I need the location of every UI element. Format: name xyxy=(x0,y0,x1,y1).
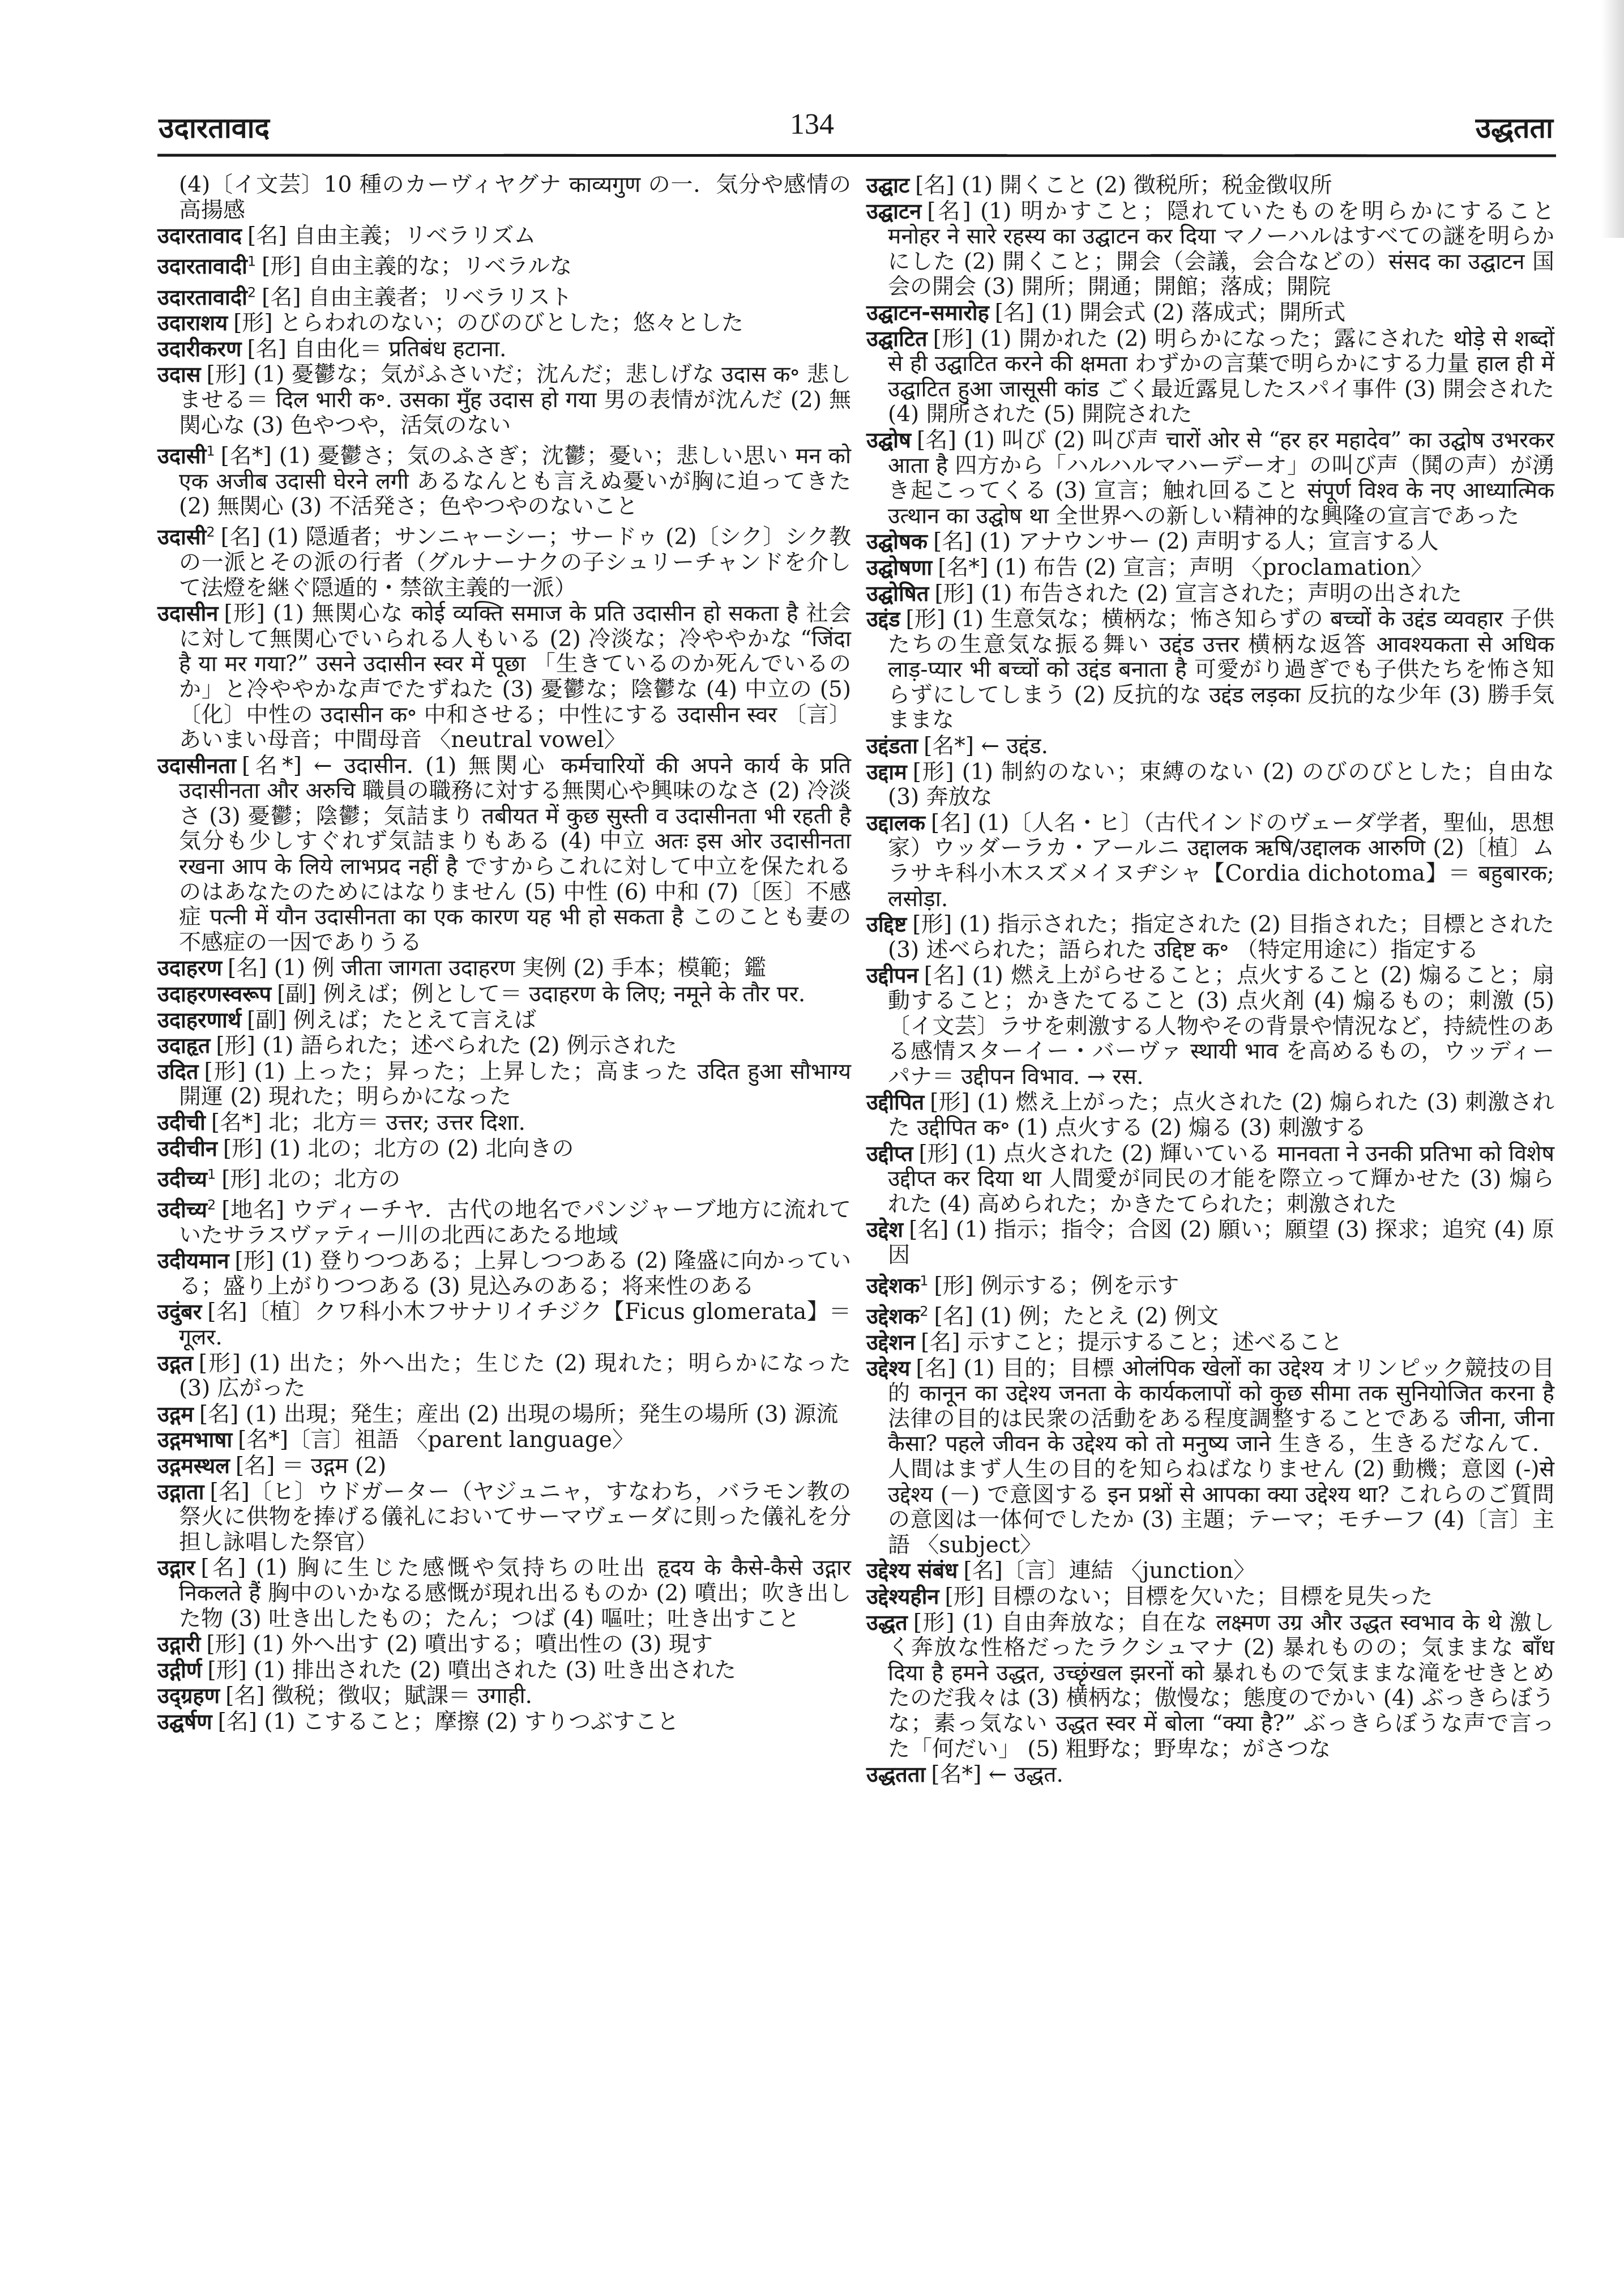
headword-text: उद्घर्षण xyxy=(157,1709,212,1734)
dictionary-entry xyxy=(866,607,1554,733)
header-rule xyxy=(157,154,1556,157)
dictionary-entry xyxy=(866,555,1554,581)
entry-definition: [名]〔植〕クワ科小木フサナリイチジク【Ficus glomerata】＝ गूलर. xyxy=(179,1299,851,1351)
right-column xyxy=(866,173,1554,1788)
headword-text: उद्घोष xyxy=(866,427,911,453)
entry-headword xyxy=(866,555,932,580)
headword-text: उद्घाटन-समारोह xyxy=(866,300,989,325)
dictionary-entry xyxy=(157,1453,851,1479)
page-number: 134 xyxy=(790,108,834,140)
headword-text: उद्दंड xyxy=(866,607,900,632)
dictionary-entry xyxy=(866,912,1554,963)
entry-headword xyxy=(157,1658,202,1683)
dictionary-entry xyxy=(866,1269,1554,1299)
dictionary-entry xyxy=(179,173,851,223)
entry-headword xyxy=(866,963,918,988)
headword-text: उदास xyxy=(157,362,201,387)
dictionary-entry xyxy=(157,1555,851,1632)
entry-definition: [名*] (1) 布告 (2) 宣言；声明 〈proclamation〉 xyxy=(938,554,1433,581)
entry-headword xyxy=(157,1136,217,1161)
dictionary-entry xyxy=(866,733,1554,759)
headword-text: उद्देशन xyxy=(866,1330,916,1355)
entry-definition: [形] (1) 出た；外へ出た；生じた (2) 現れた；明らかになった (3) 広がった xyxy=(179,1350,851,1402)
headword-text: उदारतावादी xyxy=(157,254,247,279)
headword-text: उद्देश xyxy=(866,1217,904,1243)
dictionary-entry xyxy=(866,759,1554,810)
entry-definition: [名] (1) 隠遁者；サンニャーシー；サードゥ (2)〔シク〕シク教の一派とその派の行者（グルナーナクの子シュリーチャンドを介して法燈を継ぐ隠遁的・禁欲主義的一派） xyxy=(179,524,851,601)
headword-text: उद्घाटन xyxy=(866,198,922,224)
entry-headword xyxy=(157,1167,216,1192)
entry-headword xyxy=(157,336,241,361)
entry-headword xyxy=(866,607,900,631)
entry-definition: [名] (1) 胸に生じた感慨や気持ちの吐出 हृदय के कैसे-कैसे उद्गार निकलते हैं 胸中のいかなる感慨が現れ出るものか (2) 噴出；吹き出した物 (3) 吐き出したもの；たん；つば (4) 嘔吐；吐き出すこと xyxy=(179,1555,851,1632)
dictionary-entry xyxy=(157,1110,851,1136)
entry-headword xyxy=(157,1479,204,1504)
dictionary-entry xyxy=(866,1090,1554,1141)
dictionary-entry xyxy=(157,280,851,310)
headword-text: उदारीकरण xyxy=(157,336,242,361)
dictionary-entry xyxy=(866,173,1554,199)
dictionary-entry xyxy=(866,300,1554,326)
entry-definition: [名*] (1) 憂鬱さ；気のふさぎ；沈鬱；憂い；悲しい思い मन को एक अजीब उदासी घेरने लगी あるなんとも言えぬ憂いが胸に迫ってきた (2) 無関心 (3) 不活発さ；色やつやのないこと xyxy=(179,443,851,520)
headword-text: उदासीन xyxy=(157,601,219,626)
entry-headword xyxy=(866,912,907,937)
headword-text: उदीयमान xyxy=(157,1248,229,1274)
entry-definition: [形] 自由主義的な；リベラルな xyxy=(262,254,572,280)
entry-definition: [名*] ← उदासीन. (1) 無関心 कर्मचारियों की अपने कार्य के प्रति उदासीनता और अरुचि 職員の職務に対する無関心や興味のなさ (2) 冷淡さ (3) 憂鬱；陰鬱；気詰まり तबीयत में कुछ सुस्ती व उदासीनता भी रहती है 気分も少しすぐれず気詰まりもある (4) 中立 अतः इस ओर उदासीनता रखना आप के लिये लाभप्रद नहीं है ですからこれに対して中立を保たれるのはあなたのためにはなりません (5) 中性 (6) 中和 (7)〔医〕不感症 पत्नी में यौन उदासीनता का एक कारण यह भी हो सकता है このことも妻の不感症の一因でありうる xyxy=(179,753,851,955)
entry-headword xyxy=(157,443,215,468)
entry-definition: (4)〔イ文芸〕10 種のカーヴィヤグナ काव्यगुण の一．気分や感情の高揚感 xyxy=(179,172,851,223)
headword-text: उद्घोषित xyxy=(866,581,929,606)
entry-headword xyxy=(157,1248,229,1273)
entry-headword xyxy=(157,1709,212,1734)
entry-definition: [名] (1) 叫び (2) 叫び声 चारों ओर से “हर हर महादेव” का उद्घोष उभरकर आता है 四方から「ハルハルマハーデーオ」の叫び声（鬨の声）が湧き起こってくる (3) 宣言；触れ回ること संपूर्ण विश्व के नए आध्यात्मिक उत्थान का उद्घोष था 全世界への新しい精神的な興隆の宣言であった xyxy=(888,427,1554,529)
entry-headword xyxy=(157,1299,202,1324)
left-column xyxy=(157,173,851,1735)
homograph-number: 1 xyxy=(206,443,215,459)
entry-headword xyxy=(157,1427,232,1452)
entry-headword xyxy=(866,300,989,325)
dictionary-entry xyxy=(157,310,851,336)
entry-definition: [名*] 北；北方＝ उत्तर; उत्तर दिशा. xyxy=(211,1110,525,1136)
dictionary-entry xyxy=(157,753,851,956)
headword-text: उद्दालक xyxy=(866,810,926,835)
headword-text: उदीची xyxy=(157,1110,206,1135)
entry-headword xyxy=(157,1632,200,1657)
entry-definition: [形] (1) 開かれた (2) 明らかになった；露にされた थोड़े से शब्दों से ही उद्घाटित करने की क्षमता わずかの言葉で明らかにする力量 हाल ही में उद्घाटित हुआ जासूसी कांड ごく最近露見したスパイ事件 (3) 開会された (4) 開所された (5) 開院された xyxy=(888,326,1554,428)
dictionary-entry xyxy=(866,1762,1554,1788)
entry-definition: [名] (1) 出現；発生；産出 (2) 出現の場所；発生の場所 (3) 源流 xyxy=(199,1401,839,1427)
headword-text: उद्घोषक xyxy=(866,529,928,554)
entry-headword xyxy=(157,1110,206,1135)
entry-definition: [名] 示すこと；提示すること；述べること xyxy=(921,1330,1343,1356)
dictionary-entry xyxy=(866,963,1554,1090)
entry-headword xyxy=(866,1217,903,1242)
dictionary-entry xyxy=(157,1033,851,1059)
headword-text: उद्दीपन xyxy=(866,963,918,988)
dictionary-entry xyxy=(157,1248,851,1299)
homograph-number: 2 xyxy=(247,284,257,301)
dictionary-entry xyxy=(866,1141,1554,1218)
entry-headword xyxy=(866,1356,910,1381)
entry-headword xyxy=(866,733,918,758)
headword-text: उद्दिष्ट xyxy=(866,912,907,937)
entry-definition: [名] (1) 開会式 (2) 落成式；開所式 xyxy=(994,300,1346,326)
entry-definition: [形] 例示する；例を示す xyxy=(934,1273,1179,1299)
headword-text: उद्देश्य संबंध xyxy=(866,1558,958,1584)
headword-text: उदीच्य xyxy=(157,1197,207,1223)
dictionary-entry xyxy=(157,1427,851,1453)
entry-definition: [地名] ウディーチヤ．古代の地名でパンジャーブ地方に流れていたサラスヴァティー川の北西にあたる地域 xyxy=(179,1197,851,1248)
headword-text: उद्देश्यहीन xyxy=(866,1584,939,1609)
entry-definition: [名*] ← उद्धत. xyxy=(931,1762,1063,1788)
entry-headword xyxy=(866,529,928,554)
dictionary-entry xyxy=(157,1162,851,1192)
entry-headword xyxy=(866,1090,924,1115)
dictionary-entry xyxy=(866,1330,1554,1356)
entry-definition: [形] (1) 生意気な；横柄な；怖さ知らずの बच्चों के उद्दंड व्यवहार 子供たちの生意気な振る舞い उद्दंड उत्तर 横柄な返答 आवश्यकता से अधिक लाड़-प्यार भी बच्चों को उद्दंड बनाता है 可愛がり過ぎでも子供たちを怖さ知らずにしてしまう (2) 反抗的な उद्दंड लड़का 反抗的な少年 (3) 勝手気ままな xyxy=(888,607,1554,733)
entry-headword xyxy=(157,601,218,626)
dictionary-entry xyxy=(157,1658,851,1684)
entry-definition: [形] (1) 自由奔放な；自在な लक्ष्मण उग्र और उद्धत स्वभाव के थे 激しく奔放な性格だったラクシュマナ (2) 暴れものの；気ままな बाँध दिया है हमने उद्धत, उच्छृंखल झरनों को 暴れもので気ままな滝をせきとめたのだ我々は (3) 横柄な；傲慢な；態度のでかい (4) ぶっきらぼうな；素っ気ない उद्धत स्वर में बोला “क्या है?” ぶっきらぼうな声で言った「何だい」 (5) 粗野な；野卑な；がさつな xyxy=(888,1610,1554,1762)
dictionary-entry xyxy=(866,1584,1554,1610)
entry-headword xyxy=(157,362,201,387)
dictionary-entry xyxy=(866,1217,1554,1268)
dictionary-entry xyxy=(157,1402,851,1428)
entry-headword xyxy=(157,254,256,279)
headword-text: उदाहरणस्वरूप xyxy=(157,981,272,1007)
entry-headword xyxy=(157,955,222,980)
headword-text: उद्दंडता xyxy=(866,733,918,759)
entry-definition: [名] 自由化＝ प्रतिबंध हटाना. xyxy=(247,336,507,362)
homograph-number: 1 xyxy=(207,1166,216,1183)
entry-headword xyxy=(157,223,242,248)
dictionary-entry xyxy=(866,326,1554,428)
headword-text: उद्देश्य xyxy=(866,1355,911,1381)
entry-definition: [名] (1) 指示；指令；合図 (2) 願い；願望 (3) 探求；追究 (4) 原因 xyxy=(888,1217,1554,1268)
dictionary-entry xyxy=(157,336,851,362)
entry-headword xyxy=(157,1033,210,1058)
dictionary-entry xyxy=(157,1008,851,1034)
entry-definition: [形] (1) 上った；昇った；上昇した；高まった उदित हुआ सौभाग्य 開運 (2) 現れた；明らかになった xyxy=(179,1058,851,1110)
dictionary-entry xyxy=(157,1059,851,1110)
entry-definition: [形] (1) 指示された；指定された (2) 目指された；目標とされた (3) 述べられた；語られた उद्दिष्ट क॰ （特定用途に）指定する xyxy=(888,912,1554,963)
dictionary-entry xyxy=(157,362,851,438)
entry-headword xyxy=(866,1273,929,1298)
entry-definition: [名]〔ヒ〕ウドガーター（ヤジュニャ，すなわち，バラモン教の祭火に供物を捧げる儀礼においてサーマヴェーダに則った儀礼を分担し詠唱した祭官） xyxy=(179,1479,851,1555)
headword-text: उदित xyxy=(157,1058,199,1084)
dictionary-entry xyxy=(866,529,1554,555)
homograph-number: 2 xyxy=(920,1303,929,1320)
headword-text: उदासी xyxy=(157,524,207,550)
entry-definition: [名] (1) アナウンサー (2) 声明する人；宣言する人 xyxy=(933,529,1439,555)
dictionary-entry xyxy=(157,601,851,753)
dictionary-entry xyxy=(866,1610,1554,1762)
headword-text: उद्गार xyxy=(157,1555,195,1581)
entry-definition: [名] (1) 燃え上がらせること；点火すること (2) 煽ること；扇動すること；かきたてること (3) 点火剤 (4) 煽るもの；刺激 (5)〔イ文芸〕ラサを刺激する人物やその背景や情況など，持続性のある感情スターイー・バーヴァ स्थायी भाव を高めるもの，ウッディーパナ＝ उद्दीपन विभाव. → रस. xyxy=(888,963,1554,1090)
entry-headword xyxy=(866,1141,913,1166)
dictionary-entry xyxy=(157,1632,851,1658)
dictionary-entry xyxy=(157,1709,851,1735)
entry-definition: [副] 例えば；例として＝ उदाहरण के लिए; नमूने के तौर पर. xyxy=(277,981,806,1008)
dictionary-entry xyxy=(157,520,851,601)
headword-text: उद्गारी xyxy=(157,1632,201,1657)
entry-headword xyxy=(157,1683,220,1708)
entry-headword xyxy=(866,1330,915,1355)
entry-headword xyxy=(866,1584,939,1609)
entry-definition: [名] (1) こすること；摩擦 (2) すりつぶすこと xyxy=(217,1709,679,1735)
headword-text: उद्धतता xyxy=(866,1762,926,1787)
entry-headword xyxy=(866,199,921,224)
entry-headword xyxy=(866,1762,925,1787)
entry-definition: [形] とらわれのない；のびのびとした；悠々とした xyxy=(233,310,743,336)
guide-word-right: उद्धतता xyxy=(1475,111,1553,144)
entry-definition: [名*] ← उद्दंड. xyxy=(924,733,1048,759)
entry-headword xyxy=(157,310,228,335)
headword-text: उदुंबर xyxy=(157,1299,202,1325)
entry-definition: [形] (1) 無関心な कोई व्यक्ति समाज के प्रति उदासीन हो सकता है 社会に対して無関心でいられる人もいる (2) 冷淡な；冷ややかな “जिंदा है या मर गया?” उसने उदासीन स्वर में पूछा 「生きているのか死んでいるのか」と冷ややかな声でたずねた (3) 憂鬱な；陰鬱な (4) 中立の (5)〔化〕中性の उदासीन क॰ 中和させる；中性にする उदासीन स्वर 〔言〕あいまい母音；中間母音 〈neutral vowel〉 xyxy=(179,601,851,753)
entry-definition: [名] (1)〔人名・ヒ〕（古代インドのヴェーダ学者，聖仙，思想家）ウッダーラカ・アールニ उद्दालक ऋषि/उद्दालक आरुणि (2)〔植〕ムラサキ科小木スズメイヌヂシャ【Cordia dichotoma】＝ बहुबारक; लसोड़ा. xyxy=(888,810,1554,912)
entry-definition: [名]〔言〕連結 〈junction〉 xyxy=(963,1558,1256,1584)
entry-definition: [名*]〔言〕祖語 〈parent language〉 xyxy=(238,1427,634,1453)
headword-text: उद्गत xyxy=(157,1350,193,1376)
dictionary-entry xyxy=(157,1192,851,1248)
headword-text: उदाहरणार्थ xyxy=(157,1007,242,1032)
headword-text: उदाहृत xyxy=(157,1033,211,1058)
headword-text: उद्गाता xyxy=(157,1479,204,1504)
headword-text: उदीच्य xyxy=(157,1166,207,1192)
entry-definition: [名] (1) 明かすこと；隠れていたものを明らかにすること मनोहर ने सारे रहस्य का उद्घाटन कर दिया マノーハルはすべての謎を明らかにした (2) 開くこと；開会（会議，会合などの）संसद का उद्घाटन 国会の開会 (3) 開所；開通；開館；落成；開院 xyxy=(888,198,1554,300)
entry-definition: [名] 徴税；徴収；賦課＝ उगाही. xyxy=(225,1683,532,1709)
headword-text: उद्गमभाषा xyxy=(157,1427,233,1453)
entry-definition: [形] 北の；北方の xyxy=(221,1166,401,1192)
homograph-number: 2 xyxy=(207,1197,216,1213)
dictionary-entry xyxy=(157,1683,851,1709)
headword-text: उद्दाम xyxy=(866,759,907,784)
entry-headword xyxy=(866,173,909,198)
entry-headword xyxy=(157,1351,193,1376)
headword-text: उद्घोषणा xyxy=(866,554,933,580)
headword-text: उद्घाट xyxy=(866,173,910,198)
dictionary-entry xyxy=(157,1136,851,1162)
entry-headword xyxy=(157,1555,195,1580)
guide-word-left: उदारतावाद xyxy=(159,111,270,144)
headword-text: उद्दीपित xyxy=(866,1090,925,1115)
entry-headword xyxy=(866,1304,929,1329)
dictionary-entry xyxy=(866,1558,1554,1584)
homograph-number: 1 xyxy=(247,253,257,270)
headword-text: उद्गमस्थल xyxy=(157,1453,230,1479)
entry-definition: [形] (1) 北の；北方の (2) 北向きの xyxy=(223,1136,574,1162)
dictionary-entry xyxy=(866,1356,1554,1559)
headword-text: उद्गीर्ण xyxy=(157,1657,202,1683)
dictionary-entry xyxy=(157,223,851,249)
headword-text: उद्धत xyxy=(866,1610,908,1635)
entry-headword xyxy=(866,759,907,784)
headword-text: उदीचीन xyxy=(157,1136,217,1161)
entry-headword xyxy=(157,524,215,549)
dictionary-entry xyxy=(157,1299,851,1350)
entry-definition: [形] (1) 登りつつある；上昇しつつある (2) 隆盛に向かっている；盛り上がりつつある (3) 見込みのある；将来性のある xyxy=(179,1248,851,1299)
dictionary-entry xyxy=(866,1299,1554,1330)
dictionary-entry xyxy=(157,438,851,519)
entry-definition: [形] (1) 排出された (2) 噴出された (3) 吐き出された xyxy=(207,1657,736,1683)
entry-headword xyxy=(157,1008,241,1032)
entry-headword xyxy=(157,753,236,778)
entry-headword xyxy=(157,285,256,310)
homograph-number: 1 xyxy=(920,1273,929,1289)
entry-definition: [名] (1) 目的；目標 ओलंपिक खेलों का उद्देश्य オリンピック競技の目的 कानून का उद्देश्य जनता के कार्यकलापों को कुछ सीमा तक सुनियोजित करना है 法律の目的は民衆の活動をある程度調整することである जीना, जीना कैसा? पहले जीवन के उद्देश्य को तो मनुष्य जाने 生きる，生きるだなんて．人間はまず人生の目的を知らねばなりません (2) 動機；意図 (-)से उद्देश्य (－) で意図する इन प्रश्नों से आपका क्या उद्देश्य था? これらのご質問の意図は一体何でしたか (3) 主題；テーマ；モチーフ (4)〔言〕主語 〈subject〉 xyxy=(888,1355,1554,1558)
entry-headword xyxy=(866,326,928,351)
entry-definition: [名] (1) 例；たとえ (2) 例文 xyxy=(934,1304,1219,1330)
dictionary-entry xyxy=(157,1479,851,1556)
dictionary-entry xyxy=(866,581,1554,607)
entry-definition: [名] 自由主義；リベラリズム xyxy=(247,223,536,249)
entry-definition: [形] 目標のない；目標を欠いた；目標を見失った xyxy=(945,1584,1433,1610)
entry-headword xyxy=(866,810,925,835)
headword-text: उदारतावाद xyxy=(157,223,242,249)
entry-definition: [名] (1) 例 जीता जागता उदाहरण 実例 (2) 手本；模範；鑑 xyxy=(228,955,766,981)
dictionary-entry xyxy=(157,955,851,981)
dictionary-entry xyxy=(866,810,1554,912)
headword-text: उद्दीप्त xyxy=(866,1141,913,1166)
entry-headword xyxy=(157,1059,199,1084)
dictionary-entry xyxy=(157,249,851,280)
entry-headword xyxy=(157,1402,194,1427)
entry-definition: [形] (1) 布告された (2) 宣言された；声明の出された xyxy=(934,581,1462,607)
entry-definition: [形] (1) 語られた；述べられた (2) 例示された xyxy=(216,1033,677,1059)
entry-definition: [名] (1) 開くこと (2) 徴税所；税金徴収所 xyxy=(915,173,1332,198)
headword-text: उद्देशक xyxy=(866,1304,920,1329)
entry-definition: [名] ＝ उद्गम (2) xyxy=(235,1453,387,1479)
entry-definition: [形] (1) 点火された (2) 輝いている मानवता ने उनकी प्रतिभा को विशेष उद्दीप्त कर दिया था 人間愛が同民の才能を際立って輝かせた (3) 煽られた (4) 高められた；かきたてられた；刺激された xyxy=(888,1141,1554,1217)
homograph-number: 2 xyxy=(206,524,215,540)
dictionary-entry xyxy=(866,428,1554,529)
headword-text: उदासीनता xyxy=(157,753,236,778)
dictionary-entry xyxy=(157,1351,851,1402)
headword-text: उद्देशक xyxy=(866,1273,920,1299)
entry-headword xyxy=(157,1453,230,1478)
entry-definition: [形] (1) 燃え上がった；点火された (2) 煽られた (3) 刺激された उद्दीपित क॰ (1) 点火する (2) 煽る (3) 刺激する xyxy=(888,1090,1554,1141)
entry-definition: [副] 例えば；たとえて言えば xyxy=(247,1007,536,1033)
entry-headword xyxy=(866,428,911,453)
headword-text: उद्घाटित xyxy=(866,326,928,351)
headword-text: उदाहरण xyxy=(157,955,223,981)
dictionary-entry xyxy=(157,981,851,1008)
entry-definition: [名] 自由主義者；リベラリスト xyxy=(262,284,572,310)
entry-definition: [形] (1) 外へ出す (2) 噴出する；噴出性の (3) 現す xyxy=(206,1632,713,1658)
headword-text: उद्ग्रहण xyxy=(157,1683,220,1709)
dictionary-entry xyxy=(866,199,1554,300)
entry-headword xyxy=(157,981,271,1006)
headword-text: उदारतावादी xyxy=(157,284,247,310)
entry-headword xyxy=(157,1197,216,1222)
entry-headword xyxy=(866,1558,958,1583)
headword-text: उद्गम xyxy=(157,1401,194,1427)
entry-headword xyxy=(866,1610,908,1635)
entry-definition: [形] (1) 憂鬱な；気がふさいだ；沈んだ；悲しげな उदास क॰ 悲しませる＝ दिल भारी क॰. उसका मुँह उदास हो गया 男の表情が沈んだ (2) 無関心な (3) 色やつや，活気のない xyxy=(179,362,851,438)
entry-headword xyxy=(866,581,929,606)
headword-text: उदासी xyxy=(157,443,207,468)
entry-definition: [形] (1) 制約のない；束縛のない (2) のびのびとした；自由な (3) 奔放な xyxy=(888,759,1554,810)
headword-text: उदाराशय xyxy=(157,310,228,336)
